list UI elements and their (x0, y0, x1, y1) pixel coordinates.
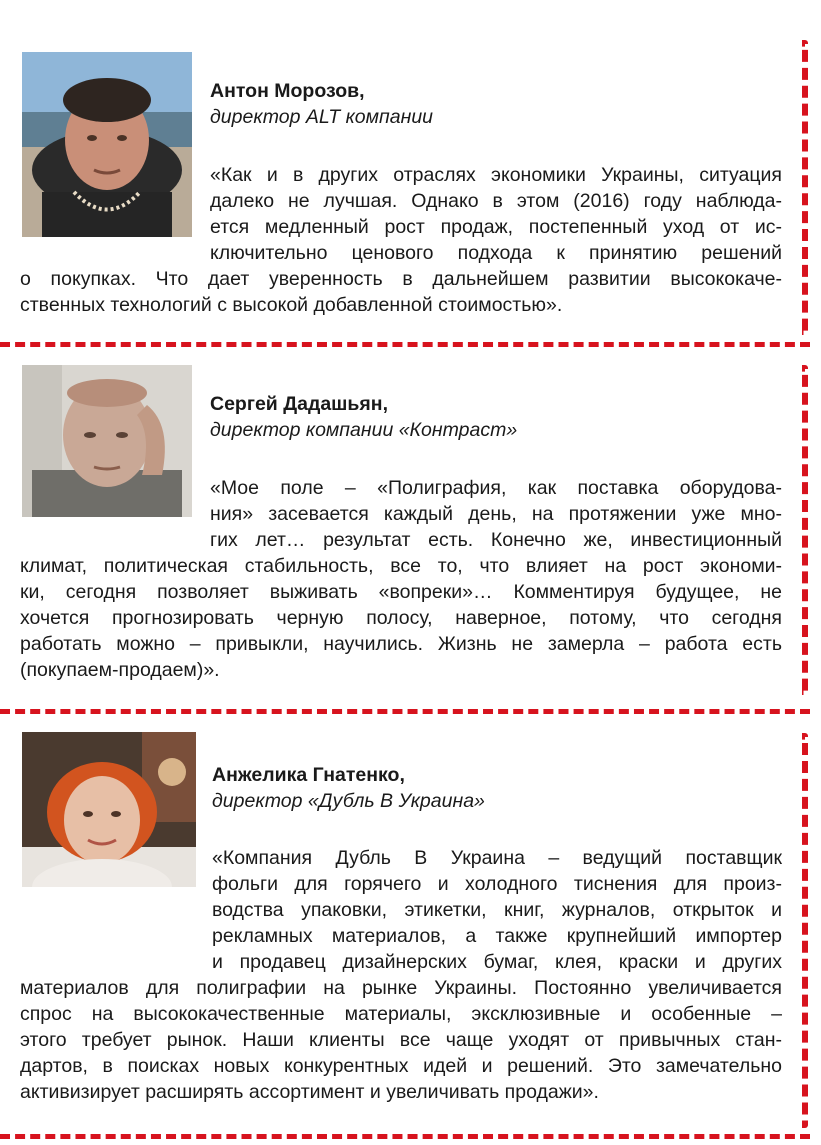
quote-line: хочется прогнозировать черную полосу, наверное, потому, что сегодня (20, 607, 782, 629)
person-name: Антон Морозов, (210, 80, 365, 102)
quote-line: гих лет… результат есть. Конечно же, инвестиционный (210, 529, 782, 551)
quote-line: о покупках. Что дает уверенность в дальнейшем развитии высококаче- (20, 268, 782, 290)
quote-line: «Как и в других отраслях экономики Украины, ситуация (210, 164, 782, 186)
person-role: директор компании «Контраст» (210, 419, 518, 441)
testimonial-card-1 (0, 0, 821, 345)
quote-text (22, 162, 782, 318)
person-header (210, 391, 517, 443)
vertical-separator-2 (794, 365, 808, 695)
quote-line: ния» засевается каждый день, на протяжении уже мно- (210, 503, 782, 525)
vertical-separator-3 (794, 733, 808, 1128)
quote-line: «Мое поле – «Полиграфия, как поставка оборудова- (210, 477, 782, 499)
quote-line: фольги для горячего и холодного тиснения для произ- (212, 873, 782, 895)
quote-line: работать можно – привыкли, научились. Жизнь не замерла – работа есть (20, 633, 782, 655)
quote-line: рекламных материалов, а также крупнейший импортер (212, 925, 782, 947)
quote-line: водства упаковки, этикетки, книг, журналов, открыток и (212, 899, 782, 921)
person-header (212, 762, 485, 814)
quote-text (22, 475, 782, 683)
person-role: директор ALT компании (210, 106, 434, 128)
person-header (210, 78, 433, 130)
quote-line: «Компания Дубль В Украина – ведущий поставщик (212, 847, 782, 869)
testimonial-card-3 (0, 715, 821, 1145)
person-role: директор «Дубль В Украина» (212, 790, 485, 812)
quote-line: активизирует расширять ассортимент и увеличивать продажи». (20, 1081, 599, 1103)
quote-line: ки, сегодня позволяет выживать «вопреки»… Комментируя будущее, не (20, 581, 782, 603)
testimonial-card-2 (0, 345, 821, 710)
quote-line: этого требует рынок. Наши клиенты все чаще уходят от привычных стан- (20, 1029, 782, 1051)
quote-line: климат, политическая стабильность, все то, что влияет на рост экономи- (20, 555, 782, 577)
quote-line: далеко не лучшая. Однако в этом (2016) году наблюда- (210, 190, 782, 212)
quote-line: дартов, в поисках новых конкурентных идей и решений. Это замечательно (20, 1055, 782, 1077)
person-name: Сергей Дадашьян, (210, 393, 388, 415)
vertical-separator-1 (794, 40, 808, 335)
quote-line: материалов для полиграфии на рынке Украины. Постоянно увеличивается (20, 977, 782, 999)
quote-line: и продавец дизайнерских бумаг, клея, краски и других (212, 951, 782, 973)
person-name: Анжелика Гнатенко, (212, 764, 405, 786)
horizontal-separator-3 (0, 1134, 810, 1139)
quote-line: ется медленный рост продаж, постепенный уход от ис- (210, 216, 782, 238)
horizontal-separator-2 (0, 709, 810, 714)
quote-line: (покупаем-продаем)». (20, 659, 220, 681)
quote-text (22, 845, 782, 1105)
quote-line: спрос на высококачественные материалы, эксклюзивные и особенные – (20, 1003, 782, 1025)
quote-line: ключительно ценового подхода к принятию решений (210, 242, 782, 264)
quote-line: ственных технологий с высокой добавленной стоимостью». (20, 294, 563, 316)
